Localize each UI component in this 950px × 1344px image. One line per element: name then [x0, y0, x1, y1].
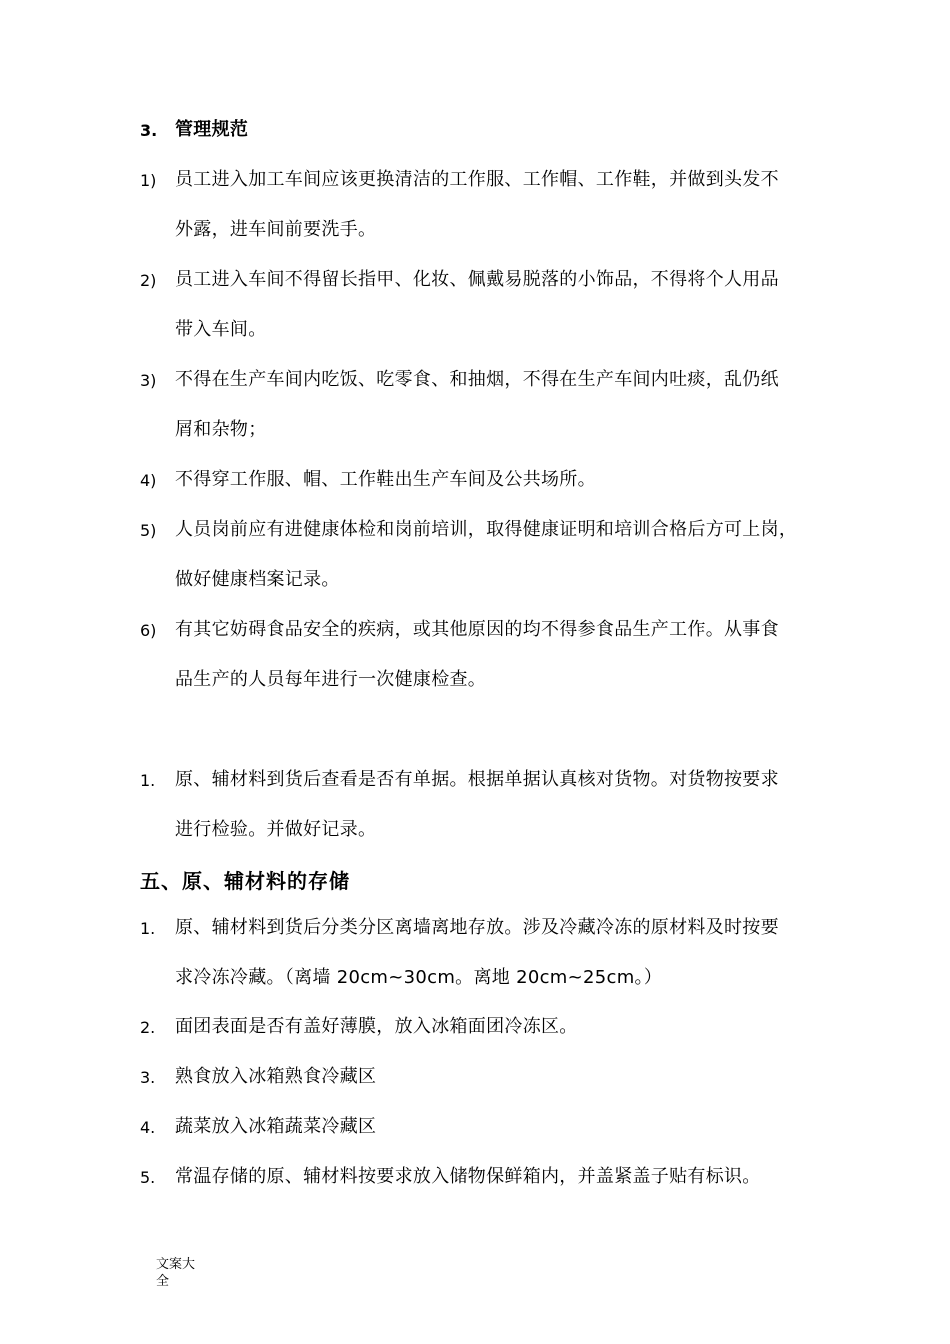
- list-item-text-continued: 进行检验。并做好记录。: [175, 819, 377, 840]
- section-title: 管理规范: [175, 119, 249, 140]
- list-item-text-continued: 外露，进车间前要洗手。: [175, 219, 377, 240]
- list-item-text-continued: 品生产的人员每年进行一次健康检查。: [175, 669, 487, 690]
- list-item-number: 5): [140, 521, 157, 540]
- list-item-text: 原、辅材料到货后分类分区离墙离地存放。涉及冷藏冷冻的原材料及时按要: [175, 917, 779, 938]
- list-item-number: 1): [140, 171, 157, 190]
- list-item-text: 不得在生产车间内吃饭、吃零食、和抽烟，不得在生产车间内吐痰，乱仍纸: [175, 369, 779, 390]
- list-item-text-continued: 求冷冻冷藏。（离墙 20cm~30cm。离地 20cm~25cm。）: [175, 967, 663, 988]
- page-footer: 文案大全: [156, 1257, 196, 1289]
- list-item-text: 员工进入车间不得留长指甲、化妆、佩戴易脱落的小饰品，不得将个人用品: [175, 269, 779, 290]
- list-item-number: 1.: [140, 919, 156, 938]
- list-item-text: 原、辅材料到货后查看是否有单据。根据单据认真核对货物。对货物按要求: [175, 769, 779, 790]
- section-heading: 五、原、辅材料的存储: [140, 869, 350, 893]
- list-item-text-continued: 做好健康档案记录。: [175, 569, 340, 590]
- list-item-text: 常温存储的原、辅材料按要求放入储物保鲜箱内，并盖紧盖子贴有标识。: [175, 1166, 761, 1187]
- list-item-number: 6): [140, 621, 157, 640]
- list-item-text: 不得穿工作服、帽、工作鞋出生产车间及公共场所。: [175, 469, 596, 490]
- list-item-number: 3): [140, 371, 157, 390]
- section-number: 3.: [140, 121, 158, 140]
- list-item-text-continued: 带入车间。: [175, 319, 267, 340]
- list-item-number: 4): [140, 471, 157, 490]
- list-item-text: 员工进入加工车间应该更换清洁的工作服、工作帽、工作鞋，并做到头发不: [175, 169, 779, 190]
- list-item-number: 3.: [140, 1068, 156, 1087]
- list-item-text: 蔬菜放入冰箱蔬菜冷藏区: [175, 1116, 377, 1137]
- list-item-number: 1.: [140, 771, 156, 790]
- list-item-number: 4.: [140, 1118, 156, 1137]
- list-item-text: 有其它妨碍食品安全的疾病，或其他原因的均不得参食品生产工作。从事食: [175, 619, 779, 640]
- list-item-number: 5.: [140, 1168, 156, 1187]
- list-item-number: 2.: [140, 1018, 156, 1037]
- list-item-text: 人员岗前应有进健康体检和岗前培训，取得健康证明和培训合格后方可上岗，: [175, 519, 798, 540]
- list-item-text: 面团表面是否有盖好薄膜，放入冰箱面团冷冻区。: [175, 1016, 578, 1037]
- list-item-text-continued: 屑和杂物；: [175, 419, 267, 440]
- list-item-text: 熟食放入冰箱熟食冷藏区: [175, 1066, 377, 1087]
- list-item-number: 2): [140, 271, 157, 290]
